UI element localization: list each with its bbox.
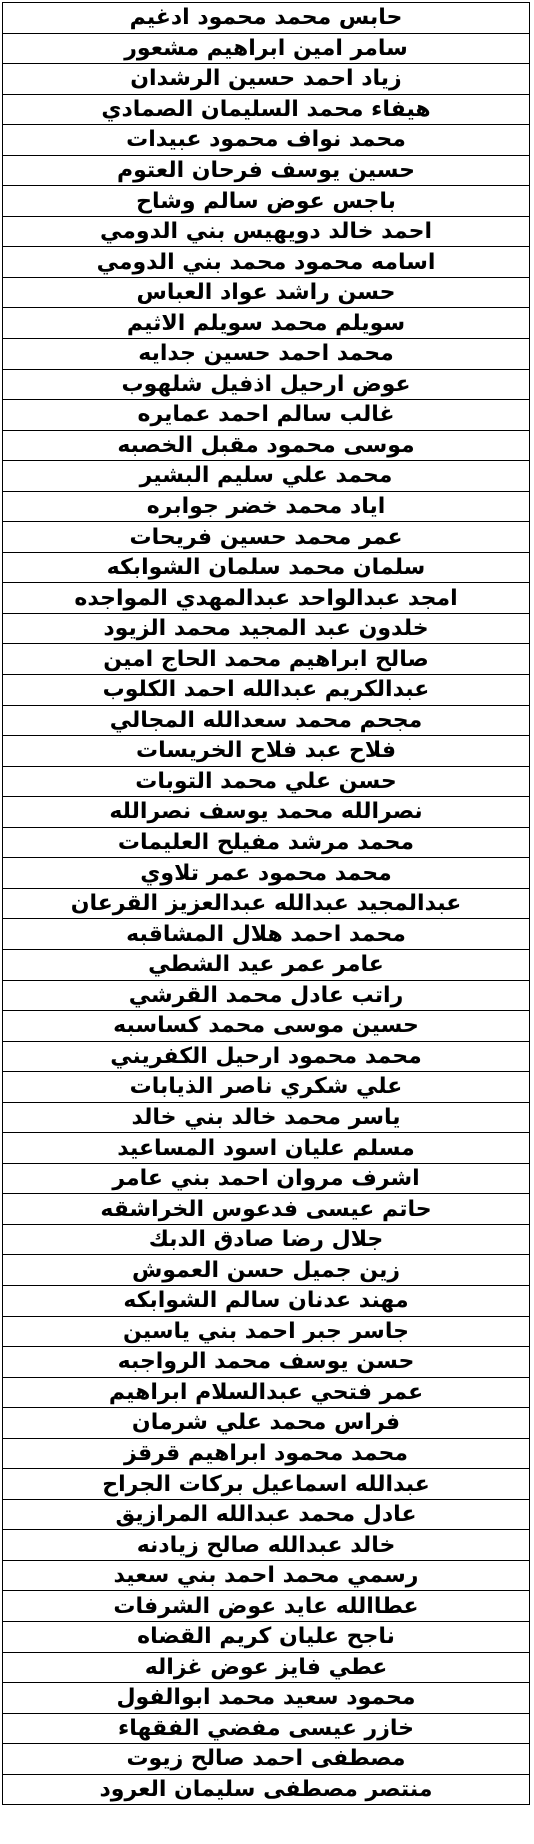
table-row bbox=[3, 1163, 530, 1194]
table-row bbox=[3, 339, 530, 370]
table-row bbox=[3, 1255, 530, 1286]
name-cell: حسن راشد عواد العباس bbox=[3, 277, 530, 308]
table-row bbox=[3, 613, 530, 644]
name-cell: مجحم محمد سعدالله المجالي bbox=[3, 705, 530, 736]
name-cell: حسين موسى محمد كساسبه bbox=[3, 1011, 530, 1042]
table-row bbox=[3, 277, 530, 308]
table-row bbox=[3, 522, 530, 553]
table-row bbox=[3, 400, 530, 431]
name-cell: عبدالمجيد عبدالله عبدالعزيز القرعان bbox=[3, 888, 530, 919]
table-row bbox=[3, 827, 530, 858]
table-row bbox=[3, 369, 530, 400]
name-cell: سويلم محمد سويلم الاثيم bbox=[3, 308, 530, 339]
table-row bbox=[3, 1560, 530, 1591]
table-row bbox=[3, 308, 530, 339]
name-cell: راتب عادل محمد القرشي bbox=[3, 980, 530, 1011]
name-cell: عمر فتحي عبدالسلام ابراهيم bbox=[3, 1377, 530, 1408]
name-cell: عطاالله عايد عوض الشرفات bbox=[3, 1591, 530, 1622]
names-table bbox=[2, 2, 530, 1805]
table-row bbox=[3, 1011, 530, 1042]
name-cell: خالد عبدالله صالح زيادنه bbox=[3, 1530, 530, 1561]
name-cell: سلمان محمد سلمان الشوابكه bbox=[3, 552, 530, 583]
table-row bbox=[3, 461, 530, 492]
name-cell: فراس محمد علي شرمان bbox=[3, 1408, 530, 1439]
name-cell: عطي فايز عوض غزاله bbox=[3, 1652, 530, 1683]
table-row bbox=[3, 1469, 530, 1500]
name-cell: منتصر مصطفى سليمان العرود bbox=[3, 1774, 530, 1805]
table-row bbox=[3, 1591, 530, 1622]
table-row bbox=[3, 1530, 530, 1561]
table-row bbox=[3, 186, 530, 217]
name-cell: اياد محمد خضر جوابره bbox=[3, 491, 530, 522]
table-row bbox=[3, 94, 530, 125]
name-cell: محمد محمود عمر تلاوي bbox=[3, 858, 530, 889]
name-cell: عبدالكريم عبدالله احمد الكلوب bbox=[3, 675, 530, 706]
table-row bbox=[3, 1438, 530, 1469]
name-cell: رسمي محمد احمد بني سعيد bbox=[3, 1560, 530, 1591]
name-cell: محمد محمود ارحيل الكفريني bbox=[3, 1041, 530, 1072]
name-cell: حسين يوسف فرحان العتوم bbox=[3, 155, 530, 186]
table-row bbox=[3, 919, 530, 950]
name-cell: عمر محمد حسين فريحات bbox=[3, 522, 530, 553]
table-row bbox=[3, 552, 530, 583]
name-cell: اسامه محمود محمد بني الدومي bbox=[3, 247, 530, 278]
table-row bbox=[3, 1621, 530, 1652]
table-row bbox=[3, 1194, 530, 1225]
table-row bbox=[3, 888, 530, 919]
name-cell: صالح ابراهيم محمد الحاج امين bbox=[3, 644, 530, 675]
name-cell: زياد احمد حسين الرشدان bbox=[3, 64, 530, 95]
name-cell: محمد احمد هلال المشاقبه bbox=[3, 919, 530, 950]
name-cell: سامر امين ابراهيم مشعور bbox=[3, 33, 530, 64]
name-cell: جلال رضا صادق الدبك bbox=[3, 1224, 530, 1255]
table-row bbox=[3, 247, 530, 278]
table-row bbox=[3, 1683, 530, 1714]
table-row bbox=[3, 1652, 530, 1683]
table-row bbox=[3, 583, 530, 614]
name-cell: نصرالله محمد يوسف نصرالله bbox=[3, 797, 530, 828]
table-row bbox=[3, 1408, 530, 1439]
table-row bbox=[3, 797, 530, 828]
table-row bbox=[3, 33, 530, 64]
name-cell: حابس محمد محمود ادغيم bbox=[3, 3, 530, 34]
name-cell: موسى محمود مقبل الخصبه bbox=[3, 430, 530, 461]
table-row bbox=[3, 155, 530, 186]
table-row bbox=[3, 1713, 530, 1744]
name-cell: احمد خالد دويهيس بني الدومي bbox=[3, 216, 530, 247]
name-cell: محمد علي سليم البشير bbox=[3, 461, 530, 492]
name-cell: خلدون عبد المجيد محمد الزيود bbox=[3, 613, 530, 644]
table-row bbox=[3, 64, 530, 95]
name-cell: خازر عيسى مفضي الفقهاء bbox=[3, 1713, 530, 1744]
name-cell: فلاح عبد فلاح الخريسات bbox=[3, 736, 530, 767]
name-cell: ناجح عليان كريم القضاه bbox=[3, 1621, 530, 1652]
table-row bbox=[3, 1347, 530, 1378]
name-cell: محمد نواف محمود عبيدات bbox=[3, 125, 530, 156]
table-row bbox=[3, 430, 530, 461]
name-cell: علي شكري ناصر الذيابات bbox=[3, 1072, 530, 1103]
table-row bbox=[3, 675, 530, 706]
name-cell: حسن علي محمد التوبات bbox=[3, 766, 530, 797]
name-cell: مهند عدنان سالم الشوابكه bbox=[3, 1285, 530, 1316]
table-row bbox=[3, 125, 530, 156]
table-row bbox=[3, 1072, 530, 1103]
name-cell: محمد احمد حسين جدايه bbox=[3, 339, 530, 370]
name-cell: هيفاء محمد السليمان الصمادي bbox=[3, 94, 530, 125]
table-row bbox=[3, 1285, 530, 1316]
table-row bbox=[3, 3, 530, 34]
name-cell: حاتم عيسى فدعوس الخراشقه bbox=[3, 1194, 530, 1225]
name-cell: زين جميل حسن العموش bbox=[3, 1255, 530, 1286]
table-row bbox=[3, 766, 530, 797]
table-row bbox=[3, 736, 530, 767]
table-row bbox=[3, 1224, 530, 1255]
table-row bbox=[3, 1774, 530, 1805]
name-cell: اشرف مروان احمد بني عامر bbox=[3, 1163, 530, 1194]
name-cell: مصطفى احمد صالح زيوت bbox=[3, 1744, 530, 1775]
table-row bbox=[3, 216, 530, 247]
table-row bbox=[3, 491, 530, 522]
name-cell: مسلم عليان اسود المساعيد bbox=[3, 1133, 530, 1164]
table-row bbox=[3, 1316, 530, 1347]
table-row bbox=[3, 858, 530, 889]
name-cell: عامر عمر عيد الشطي bbox=[3, 949, 530, 980]
name-cell: عبدالله اسماعيل بركات الجراح bbox=[3, 1469, 530, 1500]
table-row bbox=[3, 980, 530, 1011]
name-cell: باجس عوض سالم وشاح bbox=[3, 186, 530, 217]
name-cell: حسن يوسف محمد الرواجبه bbox=[3, 1347, 530, 1378]
name-cell: محمد مرشد مفيلح العليمات bbox=[3, 827, 530, 858]
table-row bbox=[3, 1102, 530, 1133]
table-row bbox=[3, 644, 530, 675]
name-cell: امجد عبدالواحد عبدالمهدي المواجده bbox=[3, 583, 530, 614]
table-row bbox=[3, 1133, 530, 1164]
table-row bbox=[3, 1377, 530, 1408]
table-row bbox=[3, 1499, 530, 1530]
name-cell: محمود سعيد محمد ابوالفول bbox=[3, 1683, 530, 1714]
table-row bbox=[3, 1041, 530, 1072]
names-table-body bbox=[3, 3, 530, 1805]
table-row bbox=[3, 949, 530, 980]
table-row bbox=[3, 705, 530, 736]
name-cell: عادل محمد عبدالله المرازيق bbox=[3, 1499, 530, 1530]
name-cell: غالب سالم احمد عمايره bbox=[3, 400, 530, 431]
name-cell: جاسر جبر احمد بني ياسين bbox=[3, 1316, 530, 1347]
name-cell: عوض ارحيل اذفيل شلهوب bbox=[3, 369, 530, 400]
table-row bbox=[3, 1744, 530, 1775]
name-cell: محمد محمود ابراهيم قرقز bbox=[3, 1438, 530, 1469]
name-cell: ياسر محمد خالد بني خالد bbox=[3, 1102, 530, 1133]
